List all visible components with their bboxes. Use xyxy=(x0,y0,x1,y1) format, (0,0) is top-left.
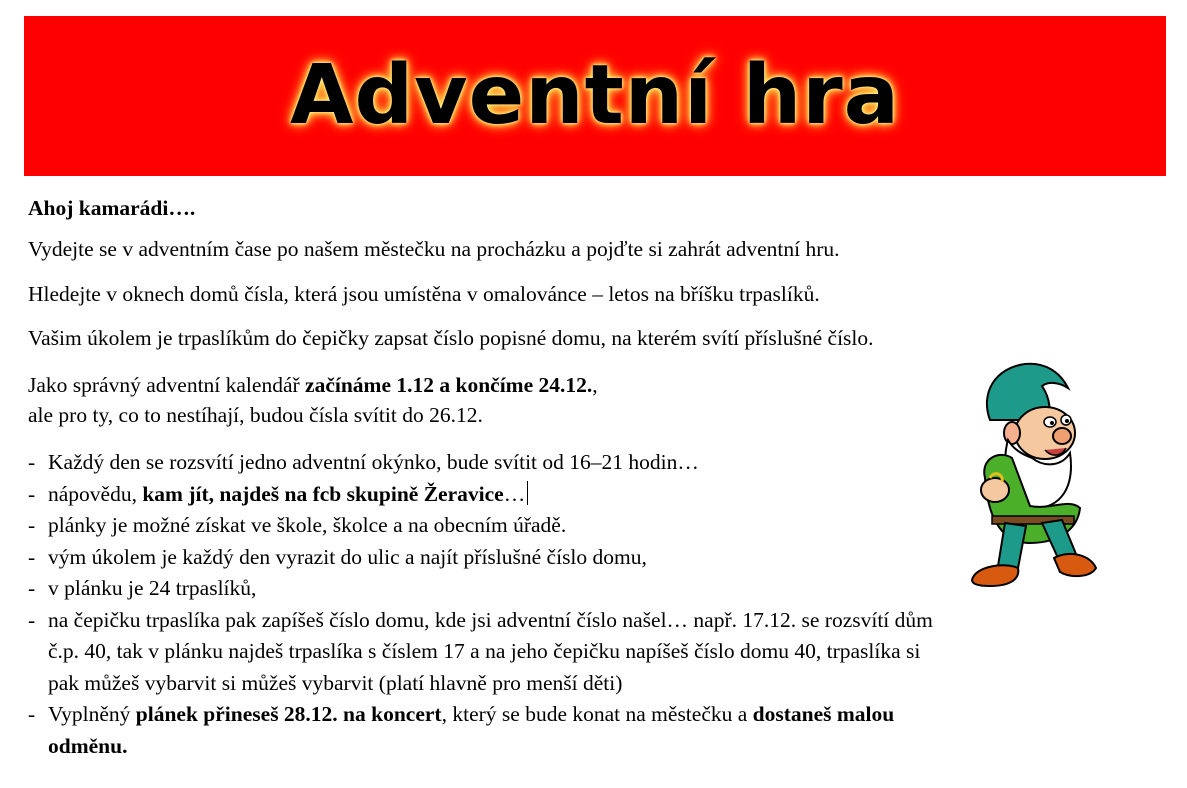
title-banner xyxy=(24,16,1166,176)
list-item-text: Vyplněný xyxy=(48,702,136,726)
list-item xyxy=(28,699,1168,762)
list-item-bold: plánek přineseš 28.12. na koncert xyxy=(135,702,442,726)
list-item-bold: dostaneš malou xyxy=(752,702,895,726)
list-item-bold: odměnu. xyxy=(48,733,128,758)
paragraph-5: ale pro ty, co to nestíhají, budou čísla svítit do 26.12. xyxy=(28,403,483,427)
list-item-text: pak můžeš vybarvit si můžeš vybarvit (platí hlavně pro menší děti) xyxy=(48,670,623,695)
list-item-text: nápovědu, xyxy=(48,481,143,506)
p4-comma: , xyxy=(592,373,598,397)
text-cursor xyxy=(527,481,528,505)
list-item-text: Každý den se rozsvítí jedno adventní okýnko, bude svítit od 16–21 hodin… xyxy=(48,450,699,474)
list-item-text: plánky je možné získat ve škole, školce a na obecním úřadě. xyxy=(48,513,567,537)
list-item-text: vým úkolem je každý den vyrazit do ulic a najít příslušné číslo domu, xyxy=(48,544,647,569)
list-item-text: v plánku je 24 trpaslíků, xyxy=(48,576,257,600)
list-dash: - xyxy=(28,607,36,632)
list-dash: - xyxy=(28,450,36,474)
list-item-text: , který se bude konat na městečku a xyxy=(441,702,753,726)
list-dash: - xyxy=(28,576,36,600)
list-dash: - xyxy=(28,513,36,537)
list-dash: - xyxy=(28,481,36,506)
list-item-text: č.p. 40, tak v plánku najdeš trpaslíka s číslem 17 a na jeho čepičku napíšeš číslo domu 40, trpaslíka si xyxy=(48,639,921,663)
list-dash: - xyxy=(28,544,36,569)
greeting xyxy=(28,193,195,223)
paragraph-4 xyxy=(28,370,598,400)
paragraph-3: Vašim úkolem je trpaslíkům do čepičky zapsat číslo popisné domu, na kterém svítí příslušné číslo. xyxy=(28,326,874,350)
page-title: Adventní hra xyxy=(290,48,900,143)
paragraph-1: Vydejte se v adventním čase po našem městečku na procházku a pojďte si zahrát adventní hru. xyxy=(28,237,840,261)
p4-dates: začínáme 1.12 a končíme 24.12. xyxy=(305,373,593,397)
list-item-text: … xyxy=(503,481,526,506)
dwarf-illustration-icon xyxy=(950,358,1100,598)
list-item xyxy=(28,605,1168,700)
list-dash: - xyxy=(28,702,36,726)
list-item-bold: kam jít, najdeš na fcb skupině Žeravice xyxy=(142,481,504,506)
p4-text: Jako správný adventní kalendář xyxy=(28,373,306,397)
list-item-text: na čepičku trpaslíka pak zapíšeš číslo domu, kde jsi adventní číslo našel… např. 17.12. se rozsvítí dům xyxy=(48,607,933,632)
greeting-text: Ahoj kamarádi…. xyxy=(28,196,196,220)
paragraph-2: Hledejte v oknech domů čísla, která jsou umístěna v omalovánce – letos na bříšku trpaslíků. xyxy=(28,282,820,306)
